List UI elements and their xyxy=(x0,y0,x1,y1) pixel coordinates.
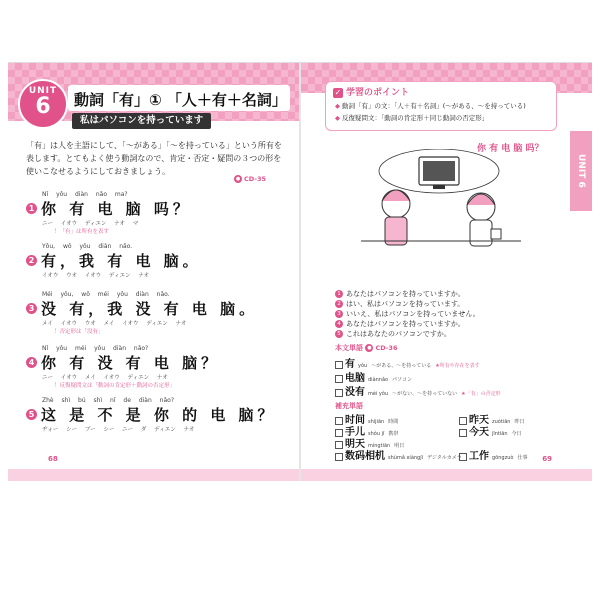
example-number: 4 xyxy=(26,357,37,368)
cd-icon: ● xyxy=(367,345,372,351)
example-hanzi: 你 有 没 有 电 脑？ xyxy=(41,354,221,372)
example-kana: ヂォー シー ブー シー ニー ダ ディエン ナオ xyxy=(42,427,195,433)
cd-track: CD-36 xyxy=(375,344,398,352)
example-5 xyxy=(26,397,296,433)
left-page xyxy=(8,63,299,481)
example-pinyin: Yǒu, wǒ yǒu diàn nǎo. xyxy=(42,243,133,250)
vocab-word: 有 xyxy=(345,359,355,370)
vocab-word: 没有 xyxy=(345,387,365,398)
supp-meaning: 時間 xyxy=(388,419,399,425)
points-title-text: 学習のポイント xyxy=(346,88,410,98)
example-pinyin: Nǐ yǒu diàn nǎo ma? xyxy=(42,191,128,198)
supp-heading-text: 補充単語 xyxy=(335,402,363,410)
translation-item xyxy=(335,299,480,309)
cd-icon: ● xyxy=(235,176,241,182)
example-pinyin: Zhè shì bú shì nǐ de diàn nǎo? xyxy=(42,397,175,404)
vocab-word: 电脑 xyxy=(345,373,365,384)
vocab-pinyin: yǒu xyxy=(358,363,368,369)
example-number: 3 xyxy=(26,303,37,314)
translation-number: 5 xyxy=(335,330,343,338)
unit-side-tab: UNIT 6 xyxy=(570,131,592,211)
point-text: 動詞「有」の文：「人＋有＋名詞」(～がある、～を持っている) xyxy=(342,102,526,110)
example-hanzi: 这 是 不 是 你 的 电 脑？ xyxy=(41,406,277,424)
page-number: 69 xyxy=(542,455,552,463)
example-number: 5 xyxy=(26,409,37,420)
translation-number: 4 xyxy=(335,320,343,328)
supp-item xyxy=(459,423,522,438)
supp-pinyin: míngtiān xyxy=(368,443,391,449)
supp-word: 明天 xyxy=(345,439,365,450)
right-page xyxy=(301,63,592,481)
unit-badge xyxy=(18,79,68,129)
translation-item xyxy=(335,329,480,339)
cd-track: CD-35 xyxy=(244,175,267,183)
example-note: ！否定形は「没有」 xyxy=(54,329,104,335)
supp-meaning: デジタルカメラ xyxy=(427,455,462,461)
vocab-meaning: ～がある、～を持っている xyxy=(371,363,432,369)
vocab-meaning: パソコン xyxy=(392,377,412,383)
footer-band xyxy=(8,469,299,481)
example-2 xyxy=(26,243,296,279)
bullet-icon: ◆ xyxy=(335,114,340,122)
example-pinyin: Méi yǒu, wǒ méi yǒu diàn nǎo. xyxy=(42,291,170,298)
supp-pinyin: shǒu jī xyxy=(368,431,385,437)
supp-pinyin: shùmǎ xiàngjī xyxy=(388,455,423,461)
example-note: ！「有」は所有を表す xyxy=(54,229,110,235)
checkbox-icon xyxy=(459,453,467,461)
vocab-note: ★所有や存在を表す xyxy=(435,363,480,369)
translation-list xyxy=(335,289,480,339)
dialog-title: 你 有 电 脑 吗？ xyxy=(477,144,544,154)
example-hanzi: 没 有，我 没 有 电 脑。 xyxy=(41,300,259,318)
vocab-item xyxy=(335,383,501,398)
example-1 xyxy=(26,191,296,235)
translation-number: 1 xyxy=(335,290,343,298)
vocab-note: ★「有」の否定形 xyxy=(461,391,501,397)
translation-item xyxy=(335,319,480,329)
unit-label: UNIT xyxy=(28,86,58,96)
bullet-icon: ◆ xyxy=(335,102,340,110)
vocab-pinyin: méi yǒu xyxy=(368,391,389,397)
translation-text: はい、私はパソコンを持っています。 xyxy=(346,300,465,308)
supp-meaning: 仕事 xyxy=(517,455,528,461)
illustration-two-girls-computer xyxy=(341,149,531,249)
footer-band xyxy=(301,469,592,481)
supp-word: 今天 xyxy=(469,427,489,438)
translation-text: これはあなたのパソコンですか。 xyxy=(346,330,451,338)
unit-number: 6 xyxy=(35,94,51,119)
cd-label xyxy=(234,175,266,183)
example-3 xyxy=(26,291,296,335)
example-kana: ニー イオウ メイ イオウ ディエン ナオ xyxy=(42,375,168,381)
page-subtitle: 私はパソコンを持っています xyxy=(72,113,211,129)
supp-meaning: 明日 xyxy=(394,443,405,449)
supp-pinyin: gōngzuò xyxy=(492,455,514,461)
example-hanzi: 有，我 有 电 脑。 xyxy=(41,252,202,270)
check-icon: ✓ xyxy=(334,88,342,97)
example-number: 2 xyxy=(26,255,37,266)
translation-item xyxy=(335,289,480,299)
vocab-pinyin: diànnǎo xyxy=(368,377,389,383)
page-title: 動詞「有」① 「人＋有＋名詞」 xyxy=(74,91,287,109)
vocab-meaning: ～がない、～を持っていない xyxy=(392,391,458,397)
example-note: ！反復疑問文は「動詞の肯定形＋動詞の否定形」 xyxy=(54,383,176,389)
supp-heading xyxy=(335,401,363,411)
page-number: 68 xyxy=(48,455,58,463)
supp-meaning: 今日 xyxy=(511,431,522,437)
translation-text: あなたはパソコンを持っていますか。 xyxy=(346,320,465,328)
example-hanzi: 你 有 电 脑 吗？ xyxy=(41,200,192,218)
supp-word: 数码相机 xyxy=(345,451,385,462)
vocab-heading xyxy=(335,343,397,353)
point-item xyxy=(335,101,526,110)
translation-number: 3 xyxy=(335,310,343,318)
supp-word: 昨天 xyxy=(469,415,489,426)
example-kana: イオウ ウオ イオウ ディエン ナオ xyxy=(42,273,150,279)
supp-word: 时间 xyxy=(345,415,365,426)
supp-word: 工作 xyxy=(469,451,489,462)
example-kana: ニー イオウ ディエン ナオ マ xyxy=(42,221,139,227)
supp-item xyxy=(459,447,527,462)
example-kana: メイ イオウ ウオ メイ イオウ ディエン ナオ xyxy=(42,321,187,327)
checkbox-icon xyxy=(459,429,467,437)
intro-text: 「有」は人を主語にして、「～がある」「～を持っている」という所有を表します。とてもよく使う動詞なので、肯定・否定・疑問の３つの形を使いこなせるようにしておきましょう。 xyxy=(26,141,282,176)
book-spread xyxy=(8,62,592,481)
points-title xyxy=(333,85,409,98)
supp-word: 手儿 xyxy=(345,427,365,438)
vocab-heading-text: 本文単語 xyxy=(335,344,363,352)
supp-item xyxy=(335,447,462,462)
checkbox-icon xyxy=(335,361,343,369)
supp-pinyin: jīntiān xyxy=(492,431,508,437)
supp-meaning: 昨日 xyxy=(514,419,525,425)
supp-pinyin: shíjiān xyxy=(368,419,385,425)
vocab-item xyxy=(335,355,480,370)
example-pinyin: Nǐ yǒu méi yǒu diàn nǎo? xyxy=(42,345,149,352)
translation-text: いいえ、私はパソコンを持っていません。 xyxy=(346,310,480,318)
supp-meaning: 携帯 xyxy=(388,431,399,437)
vocab-item xyxy=(335,369,412,384)
checkbox-icon xyxy=(335,389,343,397)
point-text: 反復疑問文：「動詞の肯定形＋同じ動詞の否定形」 xyxy=(342,114,489,122)
point-item xyxy=(335,113,488,122)
translation-text: あなたはパソコンを持っていますか。 xyxy=(346,290,465,298)
checkbox-icon xyxy=(335,375,343,383)
translation-item xyxy=(335,309,480,319)
example-4 xyxy=(26,345,296,389)
translation-number: 2 xyxy=(335,300,343,308)
supp-pinyin: zuótiān xyxy=(492,419,511,425)
checkbox-icon xyxy=(335,453,343,461)
example-number: 1 xyxy=(26,203,37,214)
